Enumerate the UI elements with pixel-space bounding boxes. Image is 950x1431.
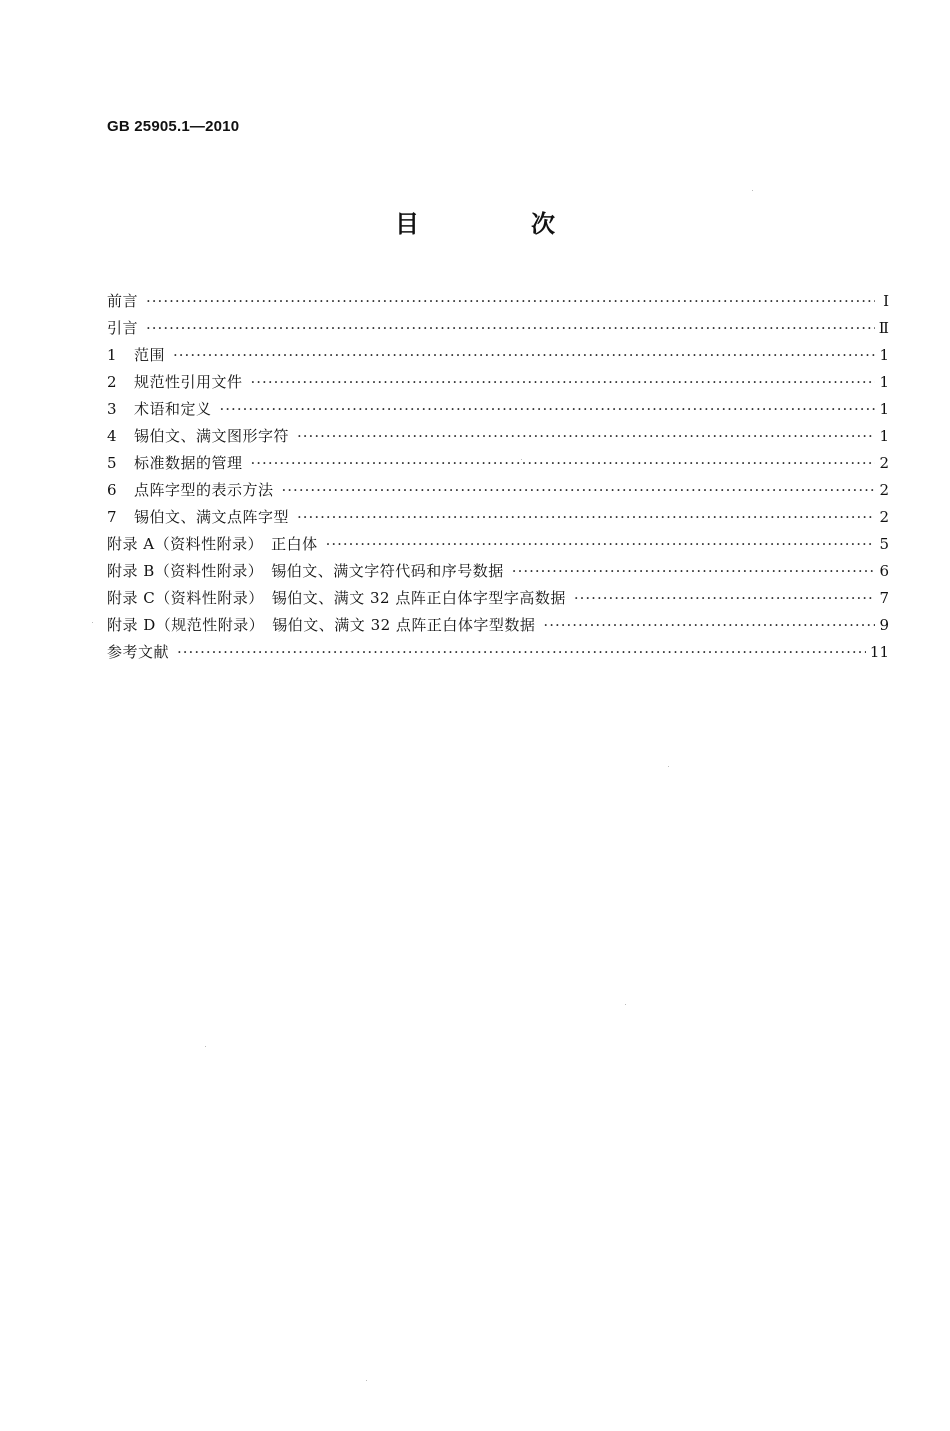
toc-leader-dots <box>574 585 875 612</box>
toc-entry-annex-d[interactable] <box>107 612 889 639</box>
toc-entry-page: Ⅱ <box>878 319 889 337</box>
toc-entry-annex-a[interactable] <box>107 531 889 558</box>
toc-entry-label: 锡伯文、满文点阵字型 <box>134 508 290 526</box>
toc-entry-label: 前言 <box>107 292 139 310</box>
toc-entry-introduction[interactable] <box>107 315 889 342</box>
toc-title: 目 次 <box>395 210 599 238</box>
toc-entry-data-management[interactable] <box>107 450 889 477</box>
toc-leader-dots <box>251 450 875 477</box>
scan-speck <box>205 1046 206 1047</box>
toc-entry-page: 1 <box>879 346 889 364</box>
toc-leader-dots <box>220 396 875 423</box>
toc-entry-page: Ⅰ <box>883 292 889 310</box>
toc-entry-number: 7 <box>107 508 117 526</box>
toc-entry-scope[interactable] <box>107 342 889 369</box>
toc-entry-label: 范围 <box>134 346 166 364</box>
toc-entry-number: 5 <box>107 454 117 472</box>
toc-entry-page: 5 <box>879 535 889 553</box>
toc-entry-label: 术语和定义 <box>134 400 212 418</box>
toc-entry-page: 1 <box>879 427 889 445</box>
toc-entry-number: 1 <box>107 346 117 364</box>
toc-entry-foreword[interactable] <box>107 288 889 315</box>
toc-entry-bibliography[interactable] <box>107 639 889 666</box>
toc-entry-page: 1 <box>879 373 889 391</box>
toc-entry-label: 引言 <box>107 319 139 337</box>
toc-entry-label: 规范性引用文件 <box>134 373 243 391</box>
scan-speck <box>752 190 753 191</box>
toc-entry-number: 2 <box>107 373 117 391</box>
scan-speck <box>521 459 522 460</box>
toc-entry-label: 附录 A（资料性附录） 正白体 <box>107 535 318 553</box>
toc-leader-dots <box>297 504 875 531</box>
toc-entry-number: 4 <box>107 427 117 445</box>
toc-entry-representation-method[interactable] <box>107 477 889 504</box>
toc-entry-page: 9 <box>879 616 889 634</box>
table-of-contents <box>107 288 889 666</box>
toc-leader-dots <box>326 531 875 558</box>
toc-leader-dots <box>282 477 875 504</box>
toc-leader-dots <box>512 558 875 585</box>
toc-leader-dots <box>146 288 875 315</box>
scan-speck <box>668 766 669 767</box>
toc-entry-label: 参考文献 <box>107 643 170 661</box>
toc-leader-dots <box>297 423 875 450</box>
toc-entry-page: 6 <box>879 562 889 580</box>
toc-entry-normative-references[interactable] <box>107 369 889 396</box>
toc-entry-annex-c[interactable] <box>107 585 889 612</box>
toc-entry-page: 2 <box>879 454 889 472</box>
toc-entry-annex-b[interactable] <box>107 558 889 585</box>
toc-leader-dots <box>251 369 875 396</box>
toc-entry-graphic-characters[interactable] <box>107 423 889 450</box>
toc-leader-dots <box>146 315 875 342</box>
toc-entry-label: 标准数据的管理 <box>134 454 243 472</box>
toc-entry-page: 7 <box>879 589 889 607</box>
toc-entry-label: 附录 C（资料性附录） 锡伯文、满文 32 点阵正白体字型字高数据 <box>107 589 566 607</box>
toc-entry-terms-definitions[interactable] <box>107 396 889 423</box>
toc-entry-dot-matrix-fonts[interactable] <box>107 504 889 531</box>
toc-entry-number: 6 <box>107 481 117 499</box>
toc-entry-page: 2 <box>879 481 889 499</box>
toc-entry-page: 1 <box>879 400 889 418</box>
toc-entry-label: 锡伯文、满文图形字符 <box>134 427 290 445</box>
toc-entry-page: 2 <box>879 508 889 526</box>
scan-speck <box>92 622 93 623</box>
toc-entry-page: 11 <box>869 643 889 661</box>
standard-code: GB 25905.1—2010 <box>107 118 240 135</box>
scan-speck <box>366 1380 367 1381</box>
scan-speck <box>625 1004 626 1005</box>
toc-leader-dots <box>177 639 866 666</box>
toc-leader-dots <box>543 612 875 639</box>
toc-entry-label: 附录 B（资料性附录） 锡伯文、满文字符代码和序号数据 <box>107 562 504 580</box>
toc-entry-label: 附录 D（规范性附录） 锡伯文、满文 32 点阵正白体字型数据 <box>107 616 536 634</box>
toc-leader-dots <box>173 342 875 369</box>
toc-entry-label: 点阵字型的表示方法 <box>134 481 274 499</box>
toc-entry-number: 3 <box>107 400 117 418</box>
